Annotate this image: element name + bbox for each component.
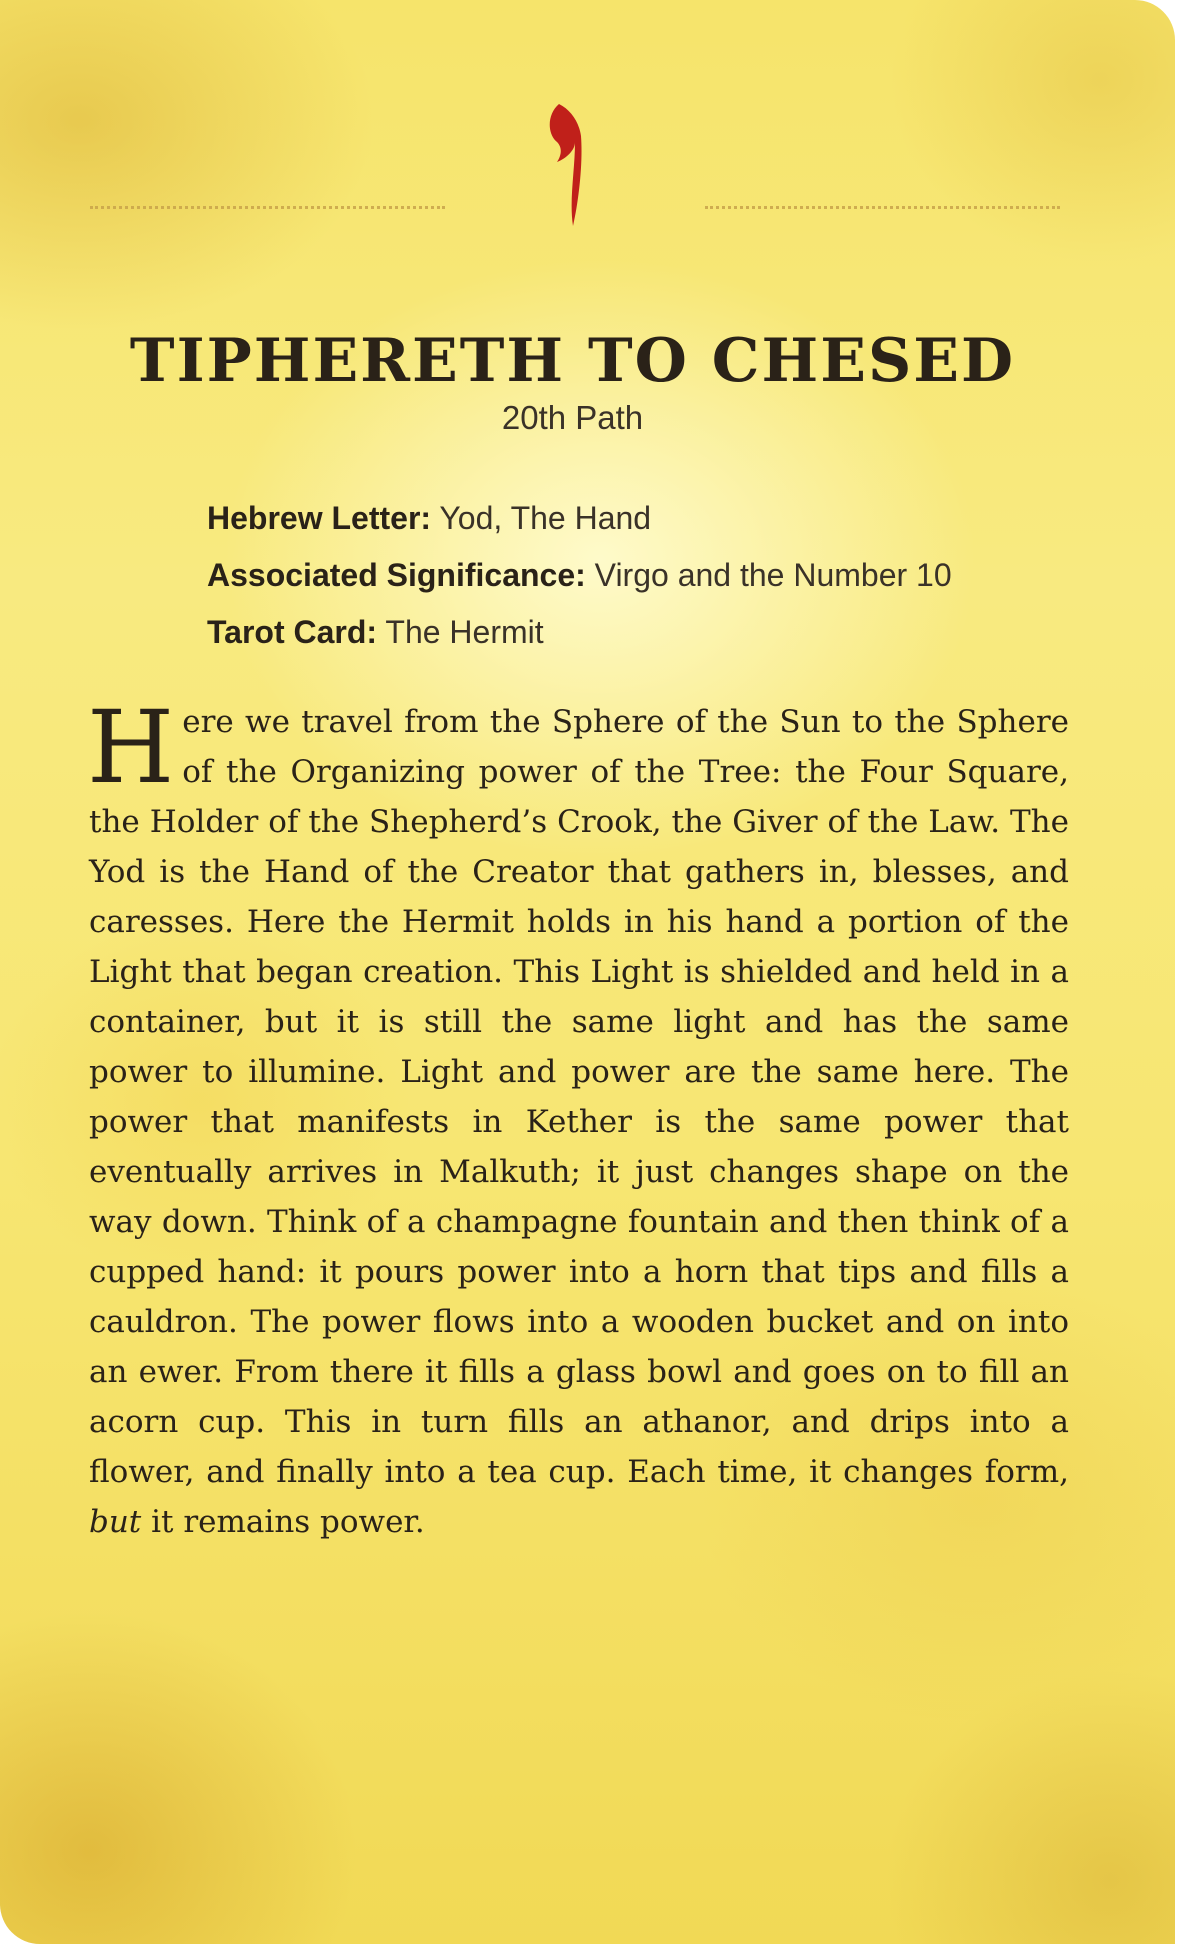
significance-value: Virgo and the Number 10	[585, 557, 952, 593]
ornament-rule-right	[705, 206, 1060, 209]
tarot-card-row	[207, 610, 1107, 667]
hebrew-letter-row	[207, 496, 1107, 553]
description-main: ere we travel from the Sphere of the Sun to the Sphere of the Organizing power of the Tree: the Four Square, the Holder of the Shepherd’s Crook, the Giver of the Law. The Yod is the Hand of the Creator that gathers in, blesses, and caresses. Here the Hermit holds in his hand a portion of the Light that began creation. This Light is shielded and held in a container, but it is still the same light and has the same power to illumine. Light and power are the same here. The power that manifests in Kether is the same power that eventually arrives in Malkuth; it just changes shape on the way down. Think of a champagne fountain and then think of a cupped hand: it pours power into a horn that tips and fills a cauldron. The power flows into a wooden bucket and on into an ewer. From there it fills a glass bowl and goes on to fill an acorn cup. This in turn fills an athanor, and drips into a flower, and finally into a tea cup. Each time, it changes form,	[89, 704, 1069, 1490]
correspondence-list	[207, 496, 1107, 667]
tarot-card-value: The Hermit	[377, 614, 544, 650]
significance-row	[207, 553, 1107, 610]
path-description	[87, 689, 1069, 1547]
ornament-rule-left	[90, 206, 445, 209]
hebrew-letter-label: Hebrew Letter:	[207, 500, 432, 536]
hebrew-yod-glyph	[545, 100, 585, 230]
description-end: it remains power.	[141, 1504, 425, 1540]
card-title: TIPHERETH TO CHESED	[129, 326, 1016, 396]
hebrew-letter-value: Yod, The Hand	[431, 500, 652, 536]
card-subtitle: 20th Path	[501, 399, 644, 436]
drop-cap: H	[87, 689, 175, 806]
significance-label: Associated Significance:	[207, 557, 586, 593]
description-italic: but	[89, 1504, 142, 1540]
tarot-card-label: Tarot Card:	[207, 614, 378, 650]
